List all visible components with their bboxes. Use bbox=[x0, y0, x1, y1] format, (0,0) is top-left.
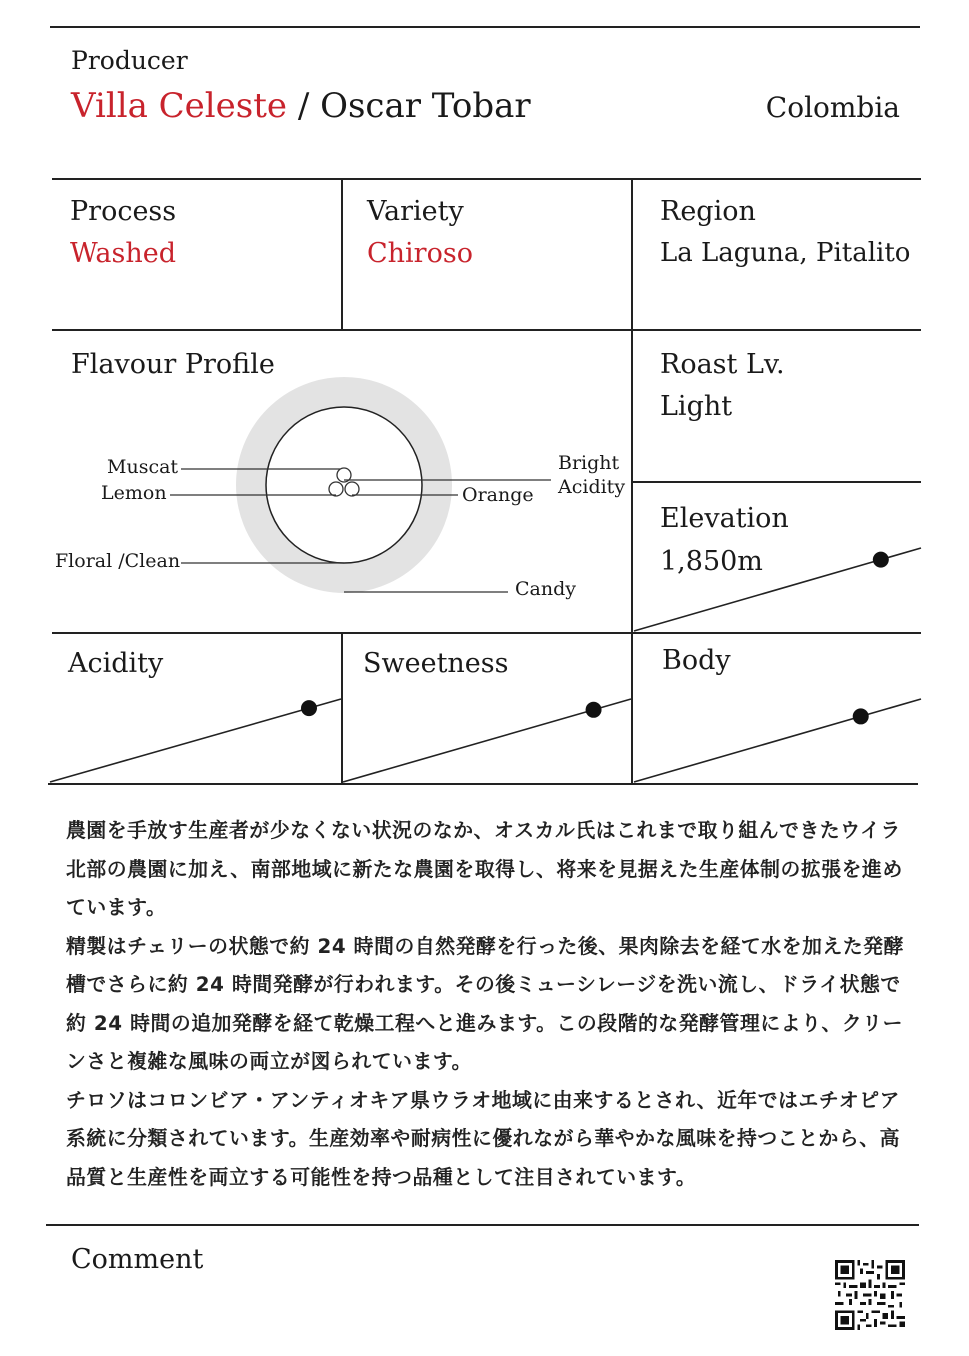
sweetness-label: Sweetness bbox=[363, 648, 509, 679]
process-label: Process bbox=[70, 196, 177, 227]
description-paragraph-1: 農園を手放す生産者が少なくない状況のなか、オスカル氏はこれまで取り組んできたウイラ北部の農園に加え、南部地域に新たな農園を取得し、将来を見据えた生産体制の拡張を進めています。 bbox=[66, 819, 903, 919]
acidity-label: Acidity bbox=[68, 648, 164, 679]
qr-code-icon[interactable] bbox=[835, 1260, 905, 1330]
roast-value: Light bbox=[660, 391, 733, 422]
note-lemon: Lemon bbox=[101, 482, 167, 504]
region-value: La Laguna, Pitalito bbox=[660, 238, 911, 268]
elevation-value: 1,850m bbox=[660, 546, 763, 577]
producer-label: Producer bbox=[71, 46, 188, 75]
body-meter-line bbox=[634, 699, 921, 782]
comment-label: Comment bbox=[71, 1244, 204, 1275]
body-meter-dot bbox=[853, 708, 869, 724]
description-paragraph-3: チロソはコロンビア・アンティオキア県ウラオ地域に由来するとされ、近年ではエチオピア系統に分類されています。生産効率や耐病性に優れながら華やかな風味を持つことから、高品質と生産性を両立する可能性を持つ品種として注目されています。 bbox=[66, 1088, 901, 1189]
producer-separator: / bbox=[287, 86, 321, 126]
elevation-label: Elevation bbox=[660, 503, 789, 534]
process-value: Washed bbox=[70, 238, 177, 269]
variety-value: Chiroso bbox=[367, 238, 473, 269]
note-orange: Orange bbox=[462, 484, 534, 506]
note-acidity: Acidity bbox=[558, 476, 626, 498]
note-candy: Candy bbox=[515, 578, 576, 600]
region-label: Region bbox=[660, 196, 756, 227]
farm-name: Villa Celeste bbox=[71, 86, 288, 126]
body-label: Body bbox=[662, 645, 731, 676]
note-bright: Bright bbox=[558, 452, 620, 474]
country: Colombia bbox=[765, 91, 900, 124]
description bbox=[66, 812, 916, 1197]
roast-label: Roast Lv. bbox=[660, 349, 785, 380]
producer-name: Oscar Tobar bbox=[320, 86, 531, 126]
note-floral-clean: Floral /Clean bbox=[55, 550, 181, 572]
variety-label: Variety bbox=[367, 196, 464, 227]
flavour-label: Flavour Profile bbox=[71, 349, 275, 380]
description-paragraph-2: 精製はチェリーの状態で約 24 時間の自然発酵を行った後、果肉除去を経て水を加えた発酵槽でさらに約 24 時間発酵が行われます。その後ミューシレージを洗い流し、ドライ状態で約 24 時間の追加発酵を経て乾燥工程へと進みます。この段階的な発酵管理により、クリーンさと複雑な風味の両立が図られています。 bbox=[66, 934, 904, 1073]
note-muscat: Muscat bbox=[107, 456, 179, 478]
